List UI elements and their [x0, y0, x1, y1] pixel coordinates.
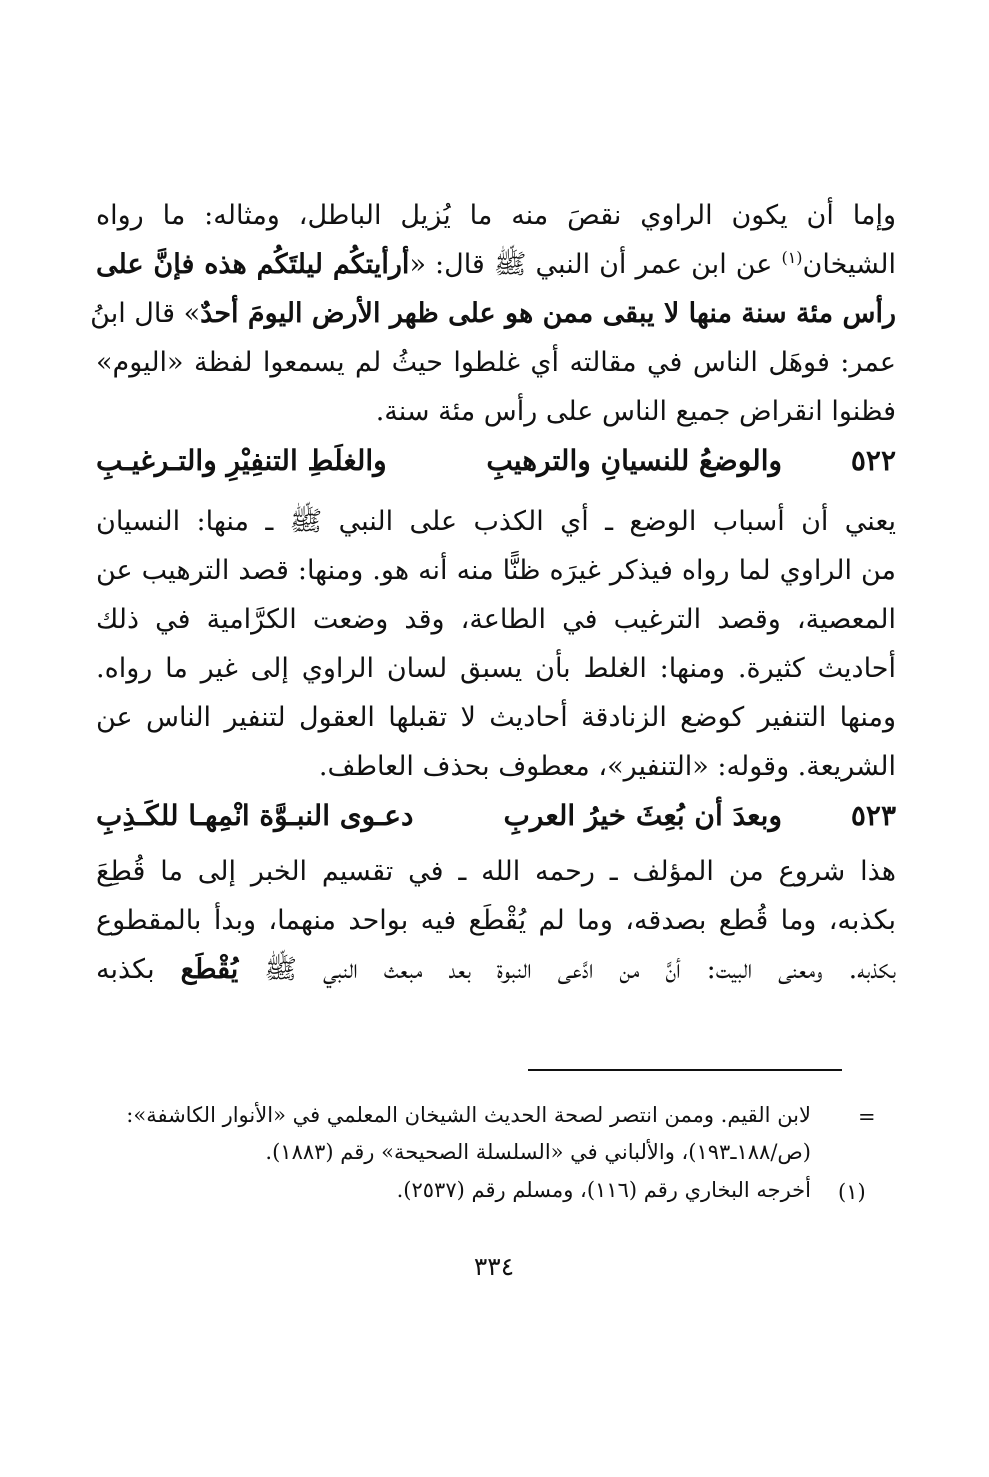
body-line: عمر: فوهَل الناس في مقالته أي غلطوا حيثُ لم يسمعوا لفظة «اليوم»: [96, 347, 896, 378]
verse-second-hemistich: والغلَطِ التنفِيْرِ والتـرغيـبِ: [96, 444, 387, 477]
body-line: رأس مئة سنة منها لا يبقى ممن هو على ظهر الأرض اليومَ أحدٌ» قال ابنُ: [90, 298, 896, 329]
footnote-line: أخرجه البخاري رقم (١١٦)، ومسلم رقم (٢٥٣٧).: [396, 1178, 811, 1202]
body-line: من الراوي لما رواه فيذكر غيرَه ظنًّا منه أنه هو. ومنها: قصد الترهيب عن: [96, 555, 896, 586]
emphasis-text: يُقْطَع: [180, 954, 239, 985]
body-line: ومنها التنفير كوضع الزنادقة أحاديث لا تقبلها العقول لتنفير الناس عن: [96, 702, 896, 733]
footnote-line: لابن القيم. وممن انتصر لصحة الحديث الشيخان المعلمي في «الأنوار الكاشفة»:: [126, 1103, 811, 1127]
body-line: بكذبه، وما قُطع بصدقه، وما لم يُقْطَع فيه بواحد منهما، وبدأ بالمقطوع: [96, 905, 896, 936]
footnote-separator: [528, 1069, 842, 1071]
body-line: بكذبه. ومعنى البيت: أنَّ من ادَّعى النبوة بعد مبعث النبي ﷺ يُقْطَع بكذبه: [96, 954, 897, 985]
body-line: أحاديث كثيرة. ومنها: الغلط بأن يسبق لسان الراوي إلى غير ما رواه.: [96, 653, 896, 684]
verse-number: ٥٢٢: [850, 444, 896, 477]
footnote-line: (ص/١٨٨ـ١٩٣)، والألباني في «السلسلة الصحيحة» رقم (١٨٨٣).: [265, 1140, 811, 1164]
verse-first-hemistich: وبعدَ أن بُعِثَ خيرُ العربِ: [503, 799, 782, 832]
page-number: ٣٣٤: [473, 1252, 515, 1281]
body-line: الشيخان$^{(١)}$ عن ابن عمر أن النبي ﷺ قال: «أرأيتكُم ليلتَكُم هذه فإنَّ على: [96, 248, 896, 280]
body-line: يعني أن أسباب الوضع ـ أي الكذب على النبي ﷺ ـ منها: النسيان: [96, 506, 896, 537]
footnote-ref[interactable]: (١): [781, 248, 803, 267]
verse-second-hemistich: دعـوى النبـوَّة انْمِهـا للكَـذِبِ: [96, 799, 414, 832]
footnote-number: (١): [838, 1180, 866, 1204]
body-line: الشريعة. وقوله: «التنفير»، معطوف بحذف العاطف.: [318, 751, 896, 782]
hadith-text: رأس مئة سنة منها لا يبقى ممن هو على ظهر الأرض اليومَ أحدٌ: [200, 298, 896, 329]
verse-first-hemistich: والوضعُ للنسيانِ والترهيبِ: [486, 444, 782, 477]
verse-number: ٥٢٣: [850, 799, 896, 832]
continuation-mark: =: [858, 1105, 876, 1129]
body-line: وإما أن يكون الراوي نقصَ منه ما يُزيل الباطل، ومثاله: ما رواه: [96, 200, 896, 231]
hadith-text: أرأيتكُم ليلتَكُم هذه فإنَّ على: [96, 249, 410, 280]
body-line: هذا شروع من المؤلف ـ رحمه الله ـ في تقسيم الخبر إلى ما قُطِعَ: [96, 856, 896, 887]
body-line: المعصية، وقصد الترغيب في الطاعة، وقد وضعت الكرَّامية في ذلك: [96, 604, 896, 635]
body-line: فظنوا انقراض جميع الناس على رأس مئة سنة.: [375, 396, 896, 427]
